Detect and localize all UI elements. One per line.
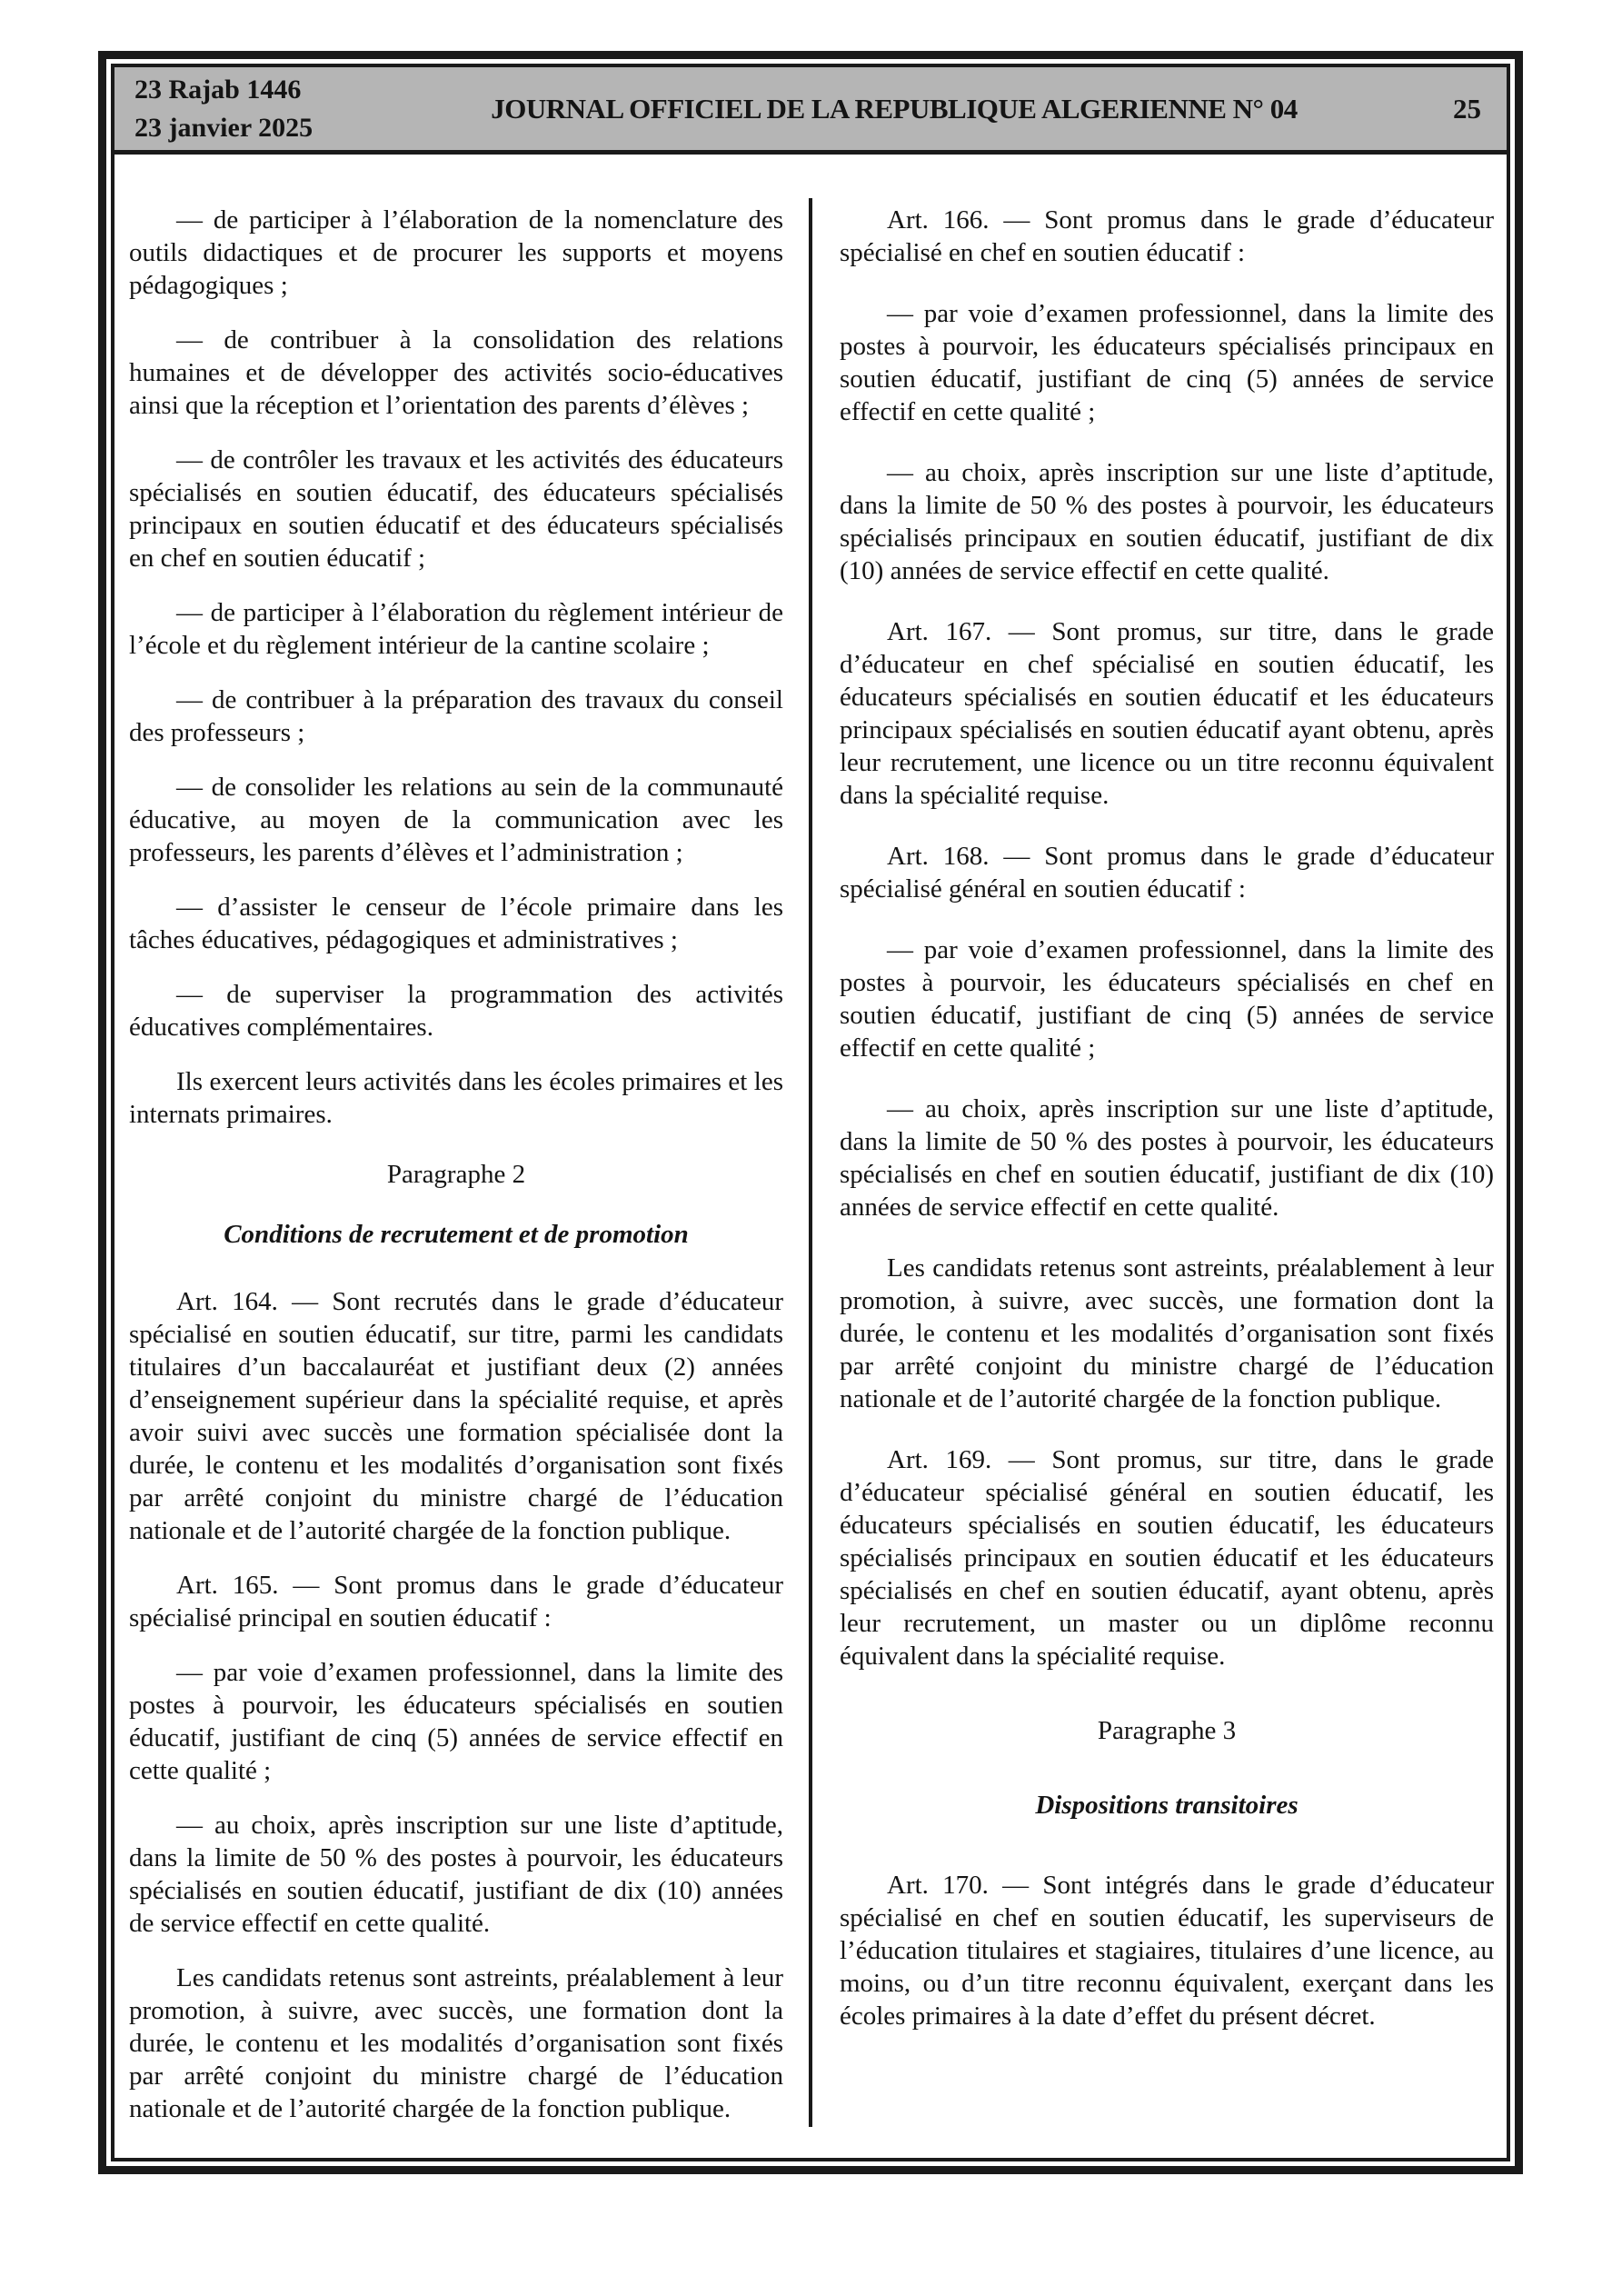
page-frame [98, 51, 1523, 2174]
date-hijri: 23 Rajab 1446 [134, 74, 302, 105]
section-subheading: Conditions de recrutement et de promotion [224, 1220, 689, 1249]
section-subheading: Dispositions transitoires [1035, 1791, 1299, 1820]
paragraph: Art. 168. — Sont promus dans le grade d’éducateur spécialisé général en soutien éducatif : [840, 842, 1494, 903]
journal-header [114, 67, 1507, 155]
paragraph: — d’assister le censeur de l’école primaire dans les tâches éducatives, pédagogiques et administratives ; [129, 893, 783, 954]
paragraph: — au choix, après inscription sur une liste d’aptitude, dans la limite de 50 % des postes à pourvoir, les éducateurs spécialisés en chef en soutien éducatif, justifiant de dix (10) années de service effectif en cette qualité. [840, 1094, 1494, 1222]
paragraph: — par voie d’examen professionnel, dans la limite des postes à pourvoir, les éducateurs spécialisés en chef en soutien éducatif, justifiant de cinq (5) années de service effectif en cette qualité ; [840, 935, 1494, 1063]
paragraph: — de contrôler les travaux et les activités des éducateurs spécialisés en soutien éducatif, des éducateurs spécialisés principaux en soutien éducatif et des éducateurs spécialisés en chef en soutien éducatif ; [129, 445, 783, 573]
paragraph: Art. 166. — Sont promus dans le grade d’éducateur spécialisé en chef en soutien éducatif : [840, 205, 1494, 267]
page-number: 25 [1453, 92, 1481, 125]
paragraph: — de consolider les relations au sein de la communauté éducative, au moyen de la communication avec les professeurs, les parents d’élèves et l’administration ; [129, 773, 783, 867]
paragraph: Les candidats retenus sont astreints, préalablement à leur promotion, à suivre, avec succès, une formation dont la durée, le contenu et les modalités d’organisation sont fixés par arrêté conjoint du ministre chargé de l’éducation nationale et de l’autorité chargée de la fonction publique. [840, 1253, 1494, 1413]
paragraph: — de participer à l’élaboration du règlement intérieur de l’école et du règlement intérieur de la cantine scolaire ; [129, 598, 783, 660]
date-gregorian: 23 janvier 2025 [134, 112, 313, 143]
paragraph: Ils exercent leurs activités dans les écoles primaires et les internats primaires. [129, 1067, 783, 1129]
header-dates [114, 71, 434, 147]
paragraphe-heading: Paragraphe 3 [1097, 1716, 1237, 1745]
paragraphe-heading: Paragraphe 2 [386, 1160, 526, 1189]
column-divider [809, 198, 812, 2127]
paragraph: Art. 164. — Sont recrutés dans le grade d’éducateur spécialisé en soutien éducatif, sur titre, parmi les candidats titulaires d’un baccalauréat et justifiant deux (2) années d’enseignement supérieur dans la spécialité requise, et après avoir suivi avec succès une formation spécialisée dont la durée, le contenu et les modalités d’organisation sont fixés par arrêté conjoint du ministre chargé de l’éducation nationale et de l’autorité chargée de la fonction publique. [129, 1287, 783, 1545]
journal-title: JOURNAL OFFICIEL DE LA REPUBLIQUE ALGERIENNE N° 04 [491, 92, 1298, 125]
paragraph: Art. 169. — Sont promus, sur titre, dans le grade d’éducateur spécialisé général en soutien éducatif, les éducateurs spécialisés en soutien éducatif, les éducateurs spécialisés principaux en soutien éducatif et les éducateurs spécialisés en chef en soutien éducatif, ayant obtenu, après leur recrutement, un master ou un diplôme reconnu équivalent dans la spécialité requise. [840, 1445, 1494, 1671]
paragraph: — de participer à l’élaboration de la nomenclature des outils didactiques et de procurer les supports et moyens pédagogiques ; [129, 205, 783, 300]
paragraph: Les candidats retenus sont astreints, préalablement à leur promotion, à suivre, avec succès, une formation dont la durée, le contenu et les modalités d’organisation sont fixés par arrêté conjoint du ministre chargé de l’éducation nationale et de l’autorité chargée de la fonction publique. [129, 1963, 783, 2123]
paragraph: Art. 167. — Sont promus, sur titre, dans le grade d’éducateur en chef spécialisé en soutien éducatif, les éducateurs spécialisés en soutien éducatif et les éducateurs principaux spécialisés en soutien éducatif ayant obtenu, après leur recrutement, une licence ou un titre reconnu équivalent dans la spécialité requise. [840, 617, 1494, 810]
paragraph: — au choix, après inscription sur une liste d’aptitude, dans la limite de 50 % des postes à pourvoir, les éducateurs spécialisés principaux en soutien éducatif, justifiant de dix (10) années de service effectif en cette qualité. [840, 458, 1494, 585]
paragraph: — par voie d’examen professionnel, dans la limite des postes à pourvoir, les éducateurs spécialisés principaux en soutien éducatif, justifiant de cinq (5) années de service effectif en cette qualité ; [840, 299, 1494, 426]
paragraph: — au choix, après inscription sur une liste d’aptitude, dans la limite de 50 % des postes à pourvoir, les éducateurs spécialisés en soutien éducatif, justifiant de dix (10) années de service effectif en cette qualité. [129, 1811, 783, 1938]
paragraph: — de contribuer à la préparation des travaux du conseil des professeurs ; [129, 685, 783, 747]
paragraph: Art. 170. — Sont intégrés dans le grade d’éducateur spécialisé en chef en soutien éducatif, les superviseurs de l’éducation titulaires et stagiaires, titulaires d’une licence, au moins, ou d’un titre reconnu équivalent, exerçant dans les écoles primaires à la date d’effet du présent décret. [840, 1871, 1494, 2031]
paragraph: Art. 165. — Sont promus dans le grade d’éducateur spécialisé principal en soutien éducatif : [129, 1571, 783, 1632]
text-columns [114, 155, 1507, 2158]
paragraph: — de superviser la programmation des activités éducatives complémentaires. [129, 980, 783, 1042]
page-frame-inner [111, 64, 1510, 2161]
paragraph: — de contribuer à la consolidation des relations humaines et de développer des activités socio-éducatives ainsi que la réception et l’orientation des parents d’élèves ; [129, 325, 783, 420]
left-column [114, 155, 811, 2158]
right-column [811, 155, 1507, 2158]
paragraph: — par voie d’examen professionnel, dans la limite des postes à pourvoir, les éducateurs spécialisés en soutien éducatif, justifiant de cinq (5) années de service effectif en cette qualité ; [129, 1658, 783, 1785]
